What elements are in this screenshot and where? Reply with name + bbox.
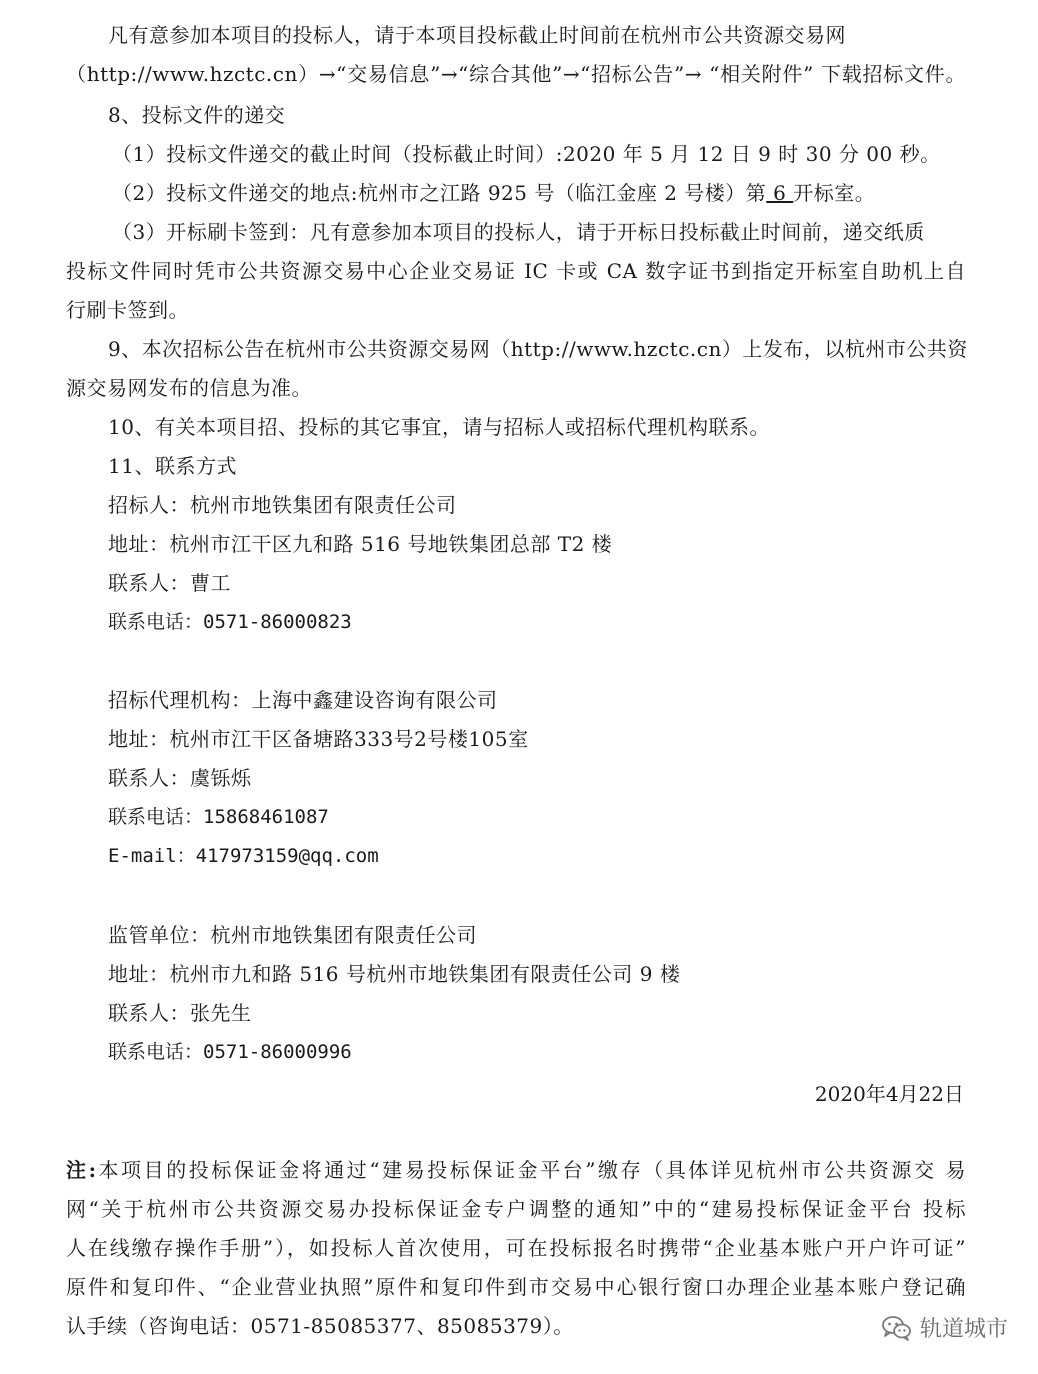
section-8-item-1: （1）投标文件递交的截止时间（投标截止时间）:2020 年 5 月 12 日 9 时 30 分 00 秒。 bbox=[112, 142, 941, 166]
tenderer-address: 地址：杭州市江干区九和路 516 号地铁集团总部 T2 楼 bbox=[108, 532, 613, 556]
agency-phone: 联系电话：15868461087 bbox=[108, 806, 329, 828]
note-line-3: 人在线缴存操作手册”），如投标人首次使用，可在投标报名时携带“企业基本账户开户许可证” bbox=[66, 1236, 966, 1260]
tenderer-name: 招标人：杭州市地铁集团有限责任公司 bbox=[108, 493, 457, 517]
section-9-line-1: 9、本次招标公告在杭州市公共资源交易网（http://www.hzctc.cn）上发布，以杭州市公共资 bbox=[108, 337, 968, 361]
section-8-item-3-line-3: 行刷卡签到。 bbox=[66, 298, 189, 322]
wechat-icon bbox=[882, 1315, 912, 1341]
section-8-item-2-pre: （2）投标文件递交的地点:杭州市之江路 925 号（临江金座 2 号楼）第 bbox=[112, 181, 767, 205]
document-date: 2020年4月22日 bbox=[814, 1082, 964, 1106]
section-10-line-1: 10、有关本项目招、投标的其它事宜，请与招标人或招标代理机构联系。 bbox=[108, 415, 770, 439]
intro-line-2: （http://www.hzctc.cn）→“交易信息”→“综合其他”→“招标公告”→ “相关附件” 下载招标文件。 bbox=[66, 62, 966, 86]
note-line-1-text: 本项目的投标保证金将通过“建易投标保证金平台”缴存（具体详见杭州市公共资源交 易 bbox=[96, 1158, 966, 1182]
tenderer-contact: 联系人：曹工 bbox=[108, 571, 231, 595]
tenderer-phone: 联系电话：0571-86000823 bbox=[108, 611, 352, 633]
section-8-item-3-line-1: （3）开标刷卡签到：凡有意参加本项目的投标人，请于开标日投标截止时间前，递交纸质 bbox=[112, 220, 925, 244]
section-8-title: 8、投标文件的递交 bbox=[108, 103, 286, 127]
agency-address: 地址：杭州市江干区备塘路333号2号楼105室 bbox=[108, 727, 529, 751]
section-8-item-3-line-2: 投标文件同时凭市公共资源交易中心企业交易证 IC 卡或 CA 数字证书到指定开标室自助机上自 bbox=[66, 259, 966, 283]
note-line-2: 网“关于杭州市公共资源交易办投标保证金专户调整的通知”中的“建易投标保证金平台 投标 bbox=[66, 1197, 966, 1221]
note-line-5: 认手续（咨询电话：0571-85085377、85085379）。 bbox=[66, 1314, 574, 1338]
section-11-title: 11、联系方式 bbox=[108, 454, 237, 478]
note-label: 注: bbox=[66, 1158, 97, 1182]
supervisor-phone: 联系电话：0571-86000996 bbox=[108, 1041, 352, 1063]
agency-name: 招标代理机构：上海中鑫建设咨询有限公司 bbox=[108, 688, 498, 712]
watermark bbox=[882, 1312, 1008, 1343]
section-8-room-number: 6 bbox=[766, 181, 794, 205]
supervisor-name: 监管单位：杭州市地铁集团有限责任公司 bbox=[108, 923, 477, 947]
supervisor-address: 地址：杭州市九和路 516 号杭州市地铁集团有限责任公司 9 楼 bbox=[108, 962, 681, 986]
intro-line-1: 凡有意参加本项目的投标人，请于本项目投标截止时间前在杭州市公共资源交易网 bbox=[108, 23, 846, 47]
section-8-item-2 bbox=[112, 180, 875, 206]
section-8-item-2-post: 开标室。 bbox=[793, 181, 876, 205]
agency-contact: 联系人：虞铄烁 bbox=[108, 766, 252, 790]
watermark-text: 轨道城市 bbox=[919, 1317, 1008, 1342]
agency-email: E-mail：417973159@qq.com bbox=[108, 845, 379, 867]
section-9-line-2: 源交易网发布的信息为准。 bbox=[66, 376, 312, 400]
note-line-4: 原件和复印件、“企业营业执照”原件和复印件到市交易中心银行窗口办理企业基本账户登记确 bbox=[66, 1275, 966, 1299]
supervisor-contact: 联系人：张先生 bbox=[108, 1001, 252, 1025]
note-line-1 bbox=[66, 1157, 966, 1183]
